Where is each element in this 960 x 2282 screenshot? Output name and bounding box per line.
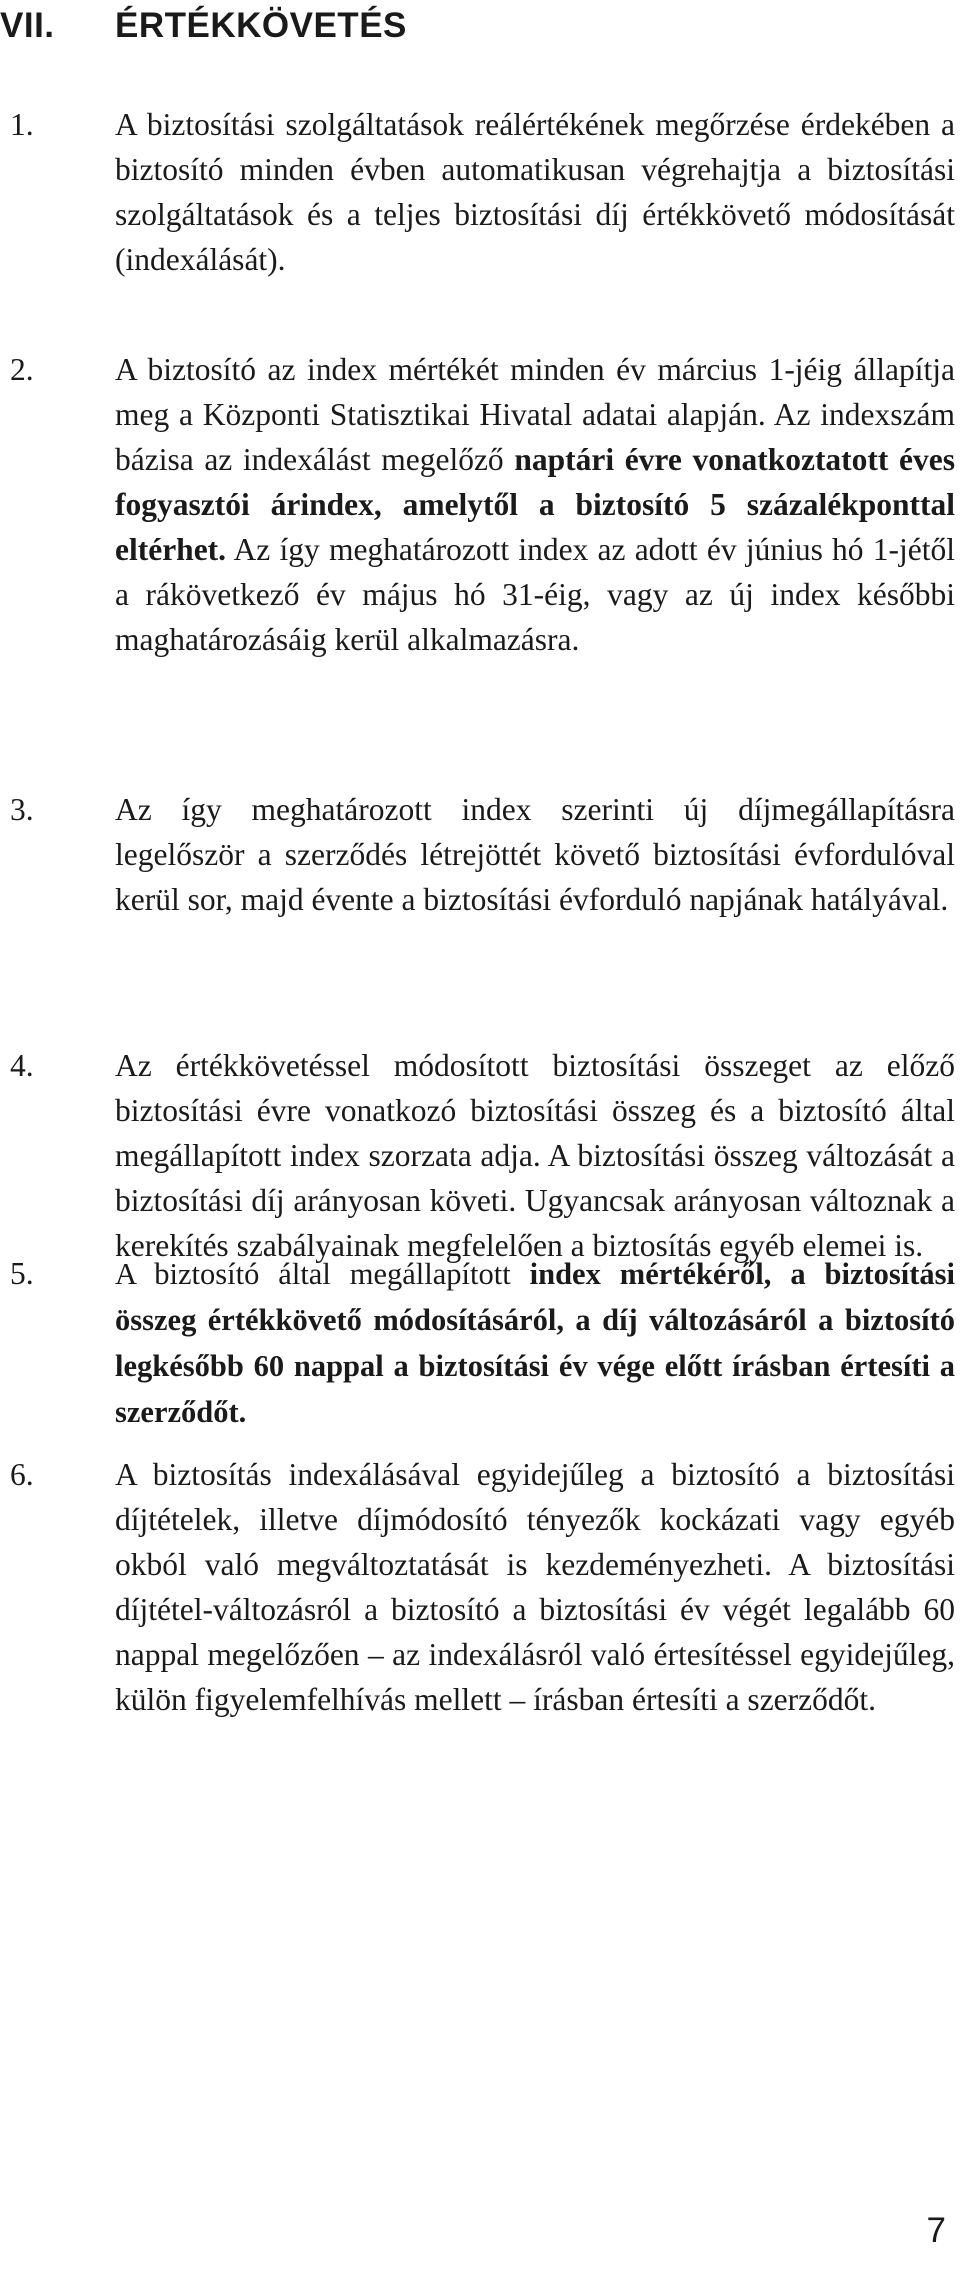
page-number: 7 bbox=[926, 2211, 946, 2250]
section-text-emphasis: index mértékéről, a biztosítási összeg értékkövető módosításáról, a díj változásáról a biztosító legkésőbb 60 nappal a biztosítási év vége előtt írásban értesíti a szerződőt. bbox=[115, 1257, 955, 1429]
section-2 bbox=[0, 347, 955, 662]
section-text-part: A biztosító által megállapított bbox=[115, 1257, 530, 1291]
section-text: A biztosítási szolgáltatások reálértékének megőrzése érdekében a biztosító minden évben automatikusan végrehajtja a biztosítási szolgáltatások és a teljes biztosítási díj értékkövető módosítását (indexálását). bbox=[115, 107, 955, 277]
chapter-number: VII. bbox=[0, 6, 55, 45]
section-number: 2. bbox=[10, 352, 34, 387]
section-text-part: A biztosító az index mértékét minden év március 1-jéig állapítja meg a Központi Statisztikai Hivatal adatai alapján. Az indexszám bázisa az indexálást megelőző bbox=[115, 352, 955, 477]
section-text bbox=[115, 347, 955, 662]
section-text bbox=[115, 1251, 955, 1435]
section-number: 3. bbox=[10, 792, 34, 827]
section-text-emphasis: naptári évre vonatkoztatott éves fogyasztói árindex, amelytől a biztosító 5 százalékponttal eltérhet. bbox=[115, 442, 955, 567]
section-1 bbox=[0, 102, 955, 282]
section-number: 5. bbox=[10, 1256, 34, 1291]
section-text: Az így meghatározott index szerinti új díjmegállapításra legelőször a szerződés létrejöttét követő biztosítási évfordulóval kerül sor, majd évente a biztosítási évforduló napjának hatályával. bbox=[115, 792, 955, 917]
section-number: 4. bbox=[10, 1048, 34, 1083]
section-6 bbox=[0, 1452, 955, 1722]
section-4 bbox=[0, 1043, 955, 1268]
chapter-title: ÉRTÉKKÖVETÉS bbox=[115, 6, 407, 45]
section-number: 1. bbox=[10, 107, 34, 142]
section-3 bbox=[0, 787, 955, 922]
section-text: Az értékkövetéssel módosított biztosítási összeget az előző biztosítási évre vonatkozó biztosítási összeg és a biztosító által megállapított index szorzata adja. A biztosítási összeg változását a biztosítási díj arányosan követi. Ugyancsak arányosan változnak a kerekítés szabályainak megfelelően a biztosítás egyéb elemei is. bbox=[115, 1048, 955, 1263]
section-number: 6. bbox=[10, 1457, 34, 1492]
section-text: A biztosítás indexálásával egyidejűleg a biztosító a biztosítási díjtételek, illetve díjmódosító tényezők kockázati vagy egyéb okból való megváltoztatását is kezdeményezheti. A biztosítási díjtétel-változásról a biztosító a biztosítási év végét legalább 60 nappal megelőzően – az indexálásról való értesítéssel egyidejűleg, külön figyelemfelhívás mellett – írásban értesíti a szerződőt. bbox=[115, 1457, 955, 1717]
section-5 bbox=[0, 1251, 955, 1435]
section-text-part: Az így meghatározott index az adott év június hó 1-jétől a rákövetkező év május hó 31-éig, vagy az új index későbbi maghatározásáig kerül alkalmazásra. bbox=[115, 532, 955, 657]
chapter-heading bbox=[0, 4, 407, 48]
